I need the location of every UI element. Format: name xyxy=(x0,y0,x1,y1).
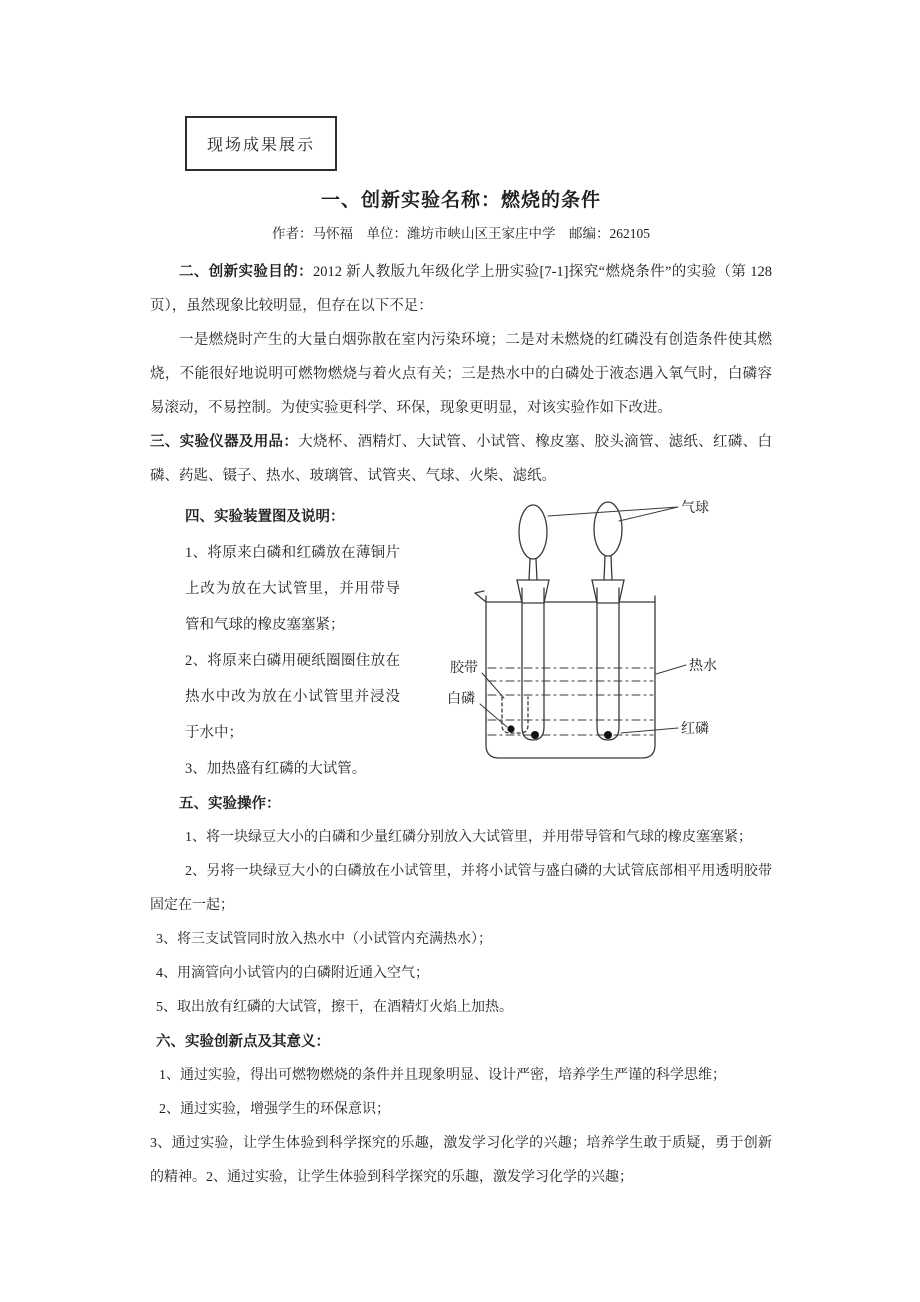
apparatus-heading: 三、实验仪器及用品： xyxy=(150,434,299,450)
water-surface-lines xyxy=(488,668,653,735)
white-phosphorus-dot-small-tube xyxy=(507,725,514,732)
large-tube-right xyxy=(597,588,619,740)
hot-water-leader-line xyxy=(656,665,686,674)
setup-item-2: 2、将原来白磷用硬纸圈圈住放在热水中改为放在小试管里并浸没于水中； xyxy=(185,653,400,741)
shortcomings-paragraph: 一是燃烧时产生的大量白烟弥散在室内污染环境；二是对未燃烧的红磷没有创造条件使其燃烧，不能很好地说明可燃物燃烧与着火点有关；三是热水中的白磷处于液态遇入氧气时，白磷容易滚动，不易控制。为使实验更科学、环保，现象更明显，对该实验作如下改进。 xyxy=(150,332,772,416)
apparatus-diagram xyxy=(438,491,772,775)
page-title: 一、创新实验名称：燃烧的条件 xyxy=(320,190,601,211)
innovation-heading: 六、实验创新点及其意义： xyxy=(156,1034,330,1050)
apparatus-figure xyxy=(438,491,772,780)
balloon-right-neck xyxy=(604,556,612,580)
tape-label: 胶带 xyxy=(450,661,478,676)
innovation-item-2: 2、通过实验，增强学生的环保意识； xyxy=(159,1102,390,1117)
beaker-spout xyxy=(475,591,486,602)
innovation-item-1: 1、通过实验，得出可燃物燃烧的条件并且现象明显、设计严密，培养学生严谨的科学思维； xyxy=(159,1068,726,1083)
result-badge-box xyxy=(185,116,337,171)
operation-heading: 五、实验操作： xyxy=(179,796,281,812)
setup-heading: 四、实验装置图及说明： xyxy=(185,509,345,525)
operation-item-1: 1、将一块绿豆大小的白磷和少量红磷分别放入大试管里，并用带导管和气球的橡皮塞塞紧； xyxy=(185,830,752,845)
setup-text-column xyxy=(150,499,400,787)
operation-item-4: 4、用滴管向小试管内的白磷附近通入空气； xyxy=(156,966,429,981)
apparatus-paragraph xyxy=(150,425,772,493)
balloon-right xyxy=(594,502,622,556)
setup-item-3: 3、加热盛有红磷的大试管。 xyxy=(185,761,367,777)
result-badge-label: 现场成果展示 xyxy=(207,137,316,154)
large-tube-left xyxy=(522,588,544,740)
balloon-label: 气球 xyxy=(681,501,709,516)
red-phosphorus-leader-line xyxy=(621,728,678,733)
setup-item-1: 1、将原来白磷和红磷放在薄铜片上改为放在大试管里，并用带导管和气球的橡皮塞塞紧； xyxy=(185,545,400,633)
operation-item-2: 2、另将一块绿豆大小的白磷放在小试管里，并将小试管与盛白磷的大试管底部相平用透明胶带固定在一起； xyxy=(150,864,772,913)
white-phosphorus-label: 白磷 xyxy=(447,692,475,707)
balloon-left xyxy=(519,505,547,559)
operation-item-3: 3、将三支试管同时放入热水中（小试管内充满热水）； xyxy=(156,932,492,947)
balloon-leader-lines xyxy=(548,507,678,521)
tape-leader-line xyxy=(482,673,504,698)
purpose-text: 2012 新人教版九年级化学上册实验[7-1]探究“燃烧条件”的实验（第 128 页），虽然现象比较明显，但存在以下不足： xyxy=(150,264,772,314)
balloon-left-neck xyxy=(529,559,537,580)
innovation-item-3: 3、通过实验，让学生体验到科学探究的乐趣，激发学习化学的兴趣；培养学生敢于质疑，勇于创新的精神。2、通过实验，让学生体验到科学探究的乐趣，激发学习化学的兴趣； xyxy=(150,1136,772,1185)
purpose-heading: 二、创新实验目的： xyxy=(179,264,313,280)
white-phosphorus-dot-left-tube xyxy=(531,731,539,739)
setup-section xyxy=(150,499,772,787)
beaker-body xyxy=(486,596,655,758)
red-phosphorus-label: 红磷 xyxy=(681,722,709,737)
apparatus-text: 大烧杯、酒精灯、大试管、小试管、橡皮塞、胶头滴管、滤纸、红磷、白磷、药匙、镊子、热水、玻璃管、试管夹、气球、火柴、滤纸。 xyxy=(150,434,772,484)
hot-water-label: 热水 xyxy=(689,659,717,674)
small-tube-dashed xyxy=(502,697,528,733)
author-line: 作者：马怀福 单位：潍坊市峡山区王家庄中学 邮编：262105 xyxy=(272,226,650,241)
white-phosphorus-leader-line xyxy=(480,704,507,727)
operation-item-5: 5、取出放有红磷的大试管，擦干，在酒精灯火焰上加热。 xyxy=(156,1000,513,1015)
red-phosphorus-dot-right-tube xyxy=(604,731,612,739)
purpose-paragraph xyxy=(150,255,772,323)
